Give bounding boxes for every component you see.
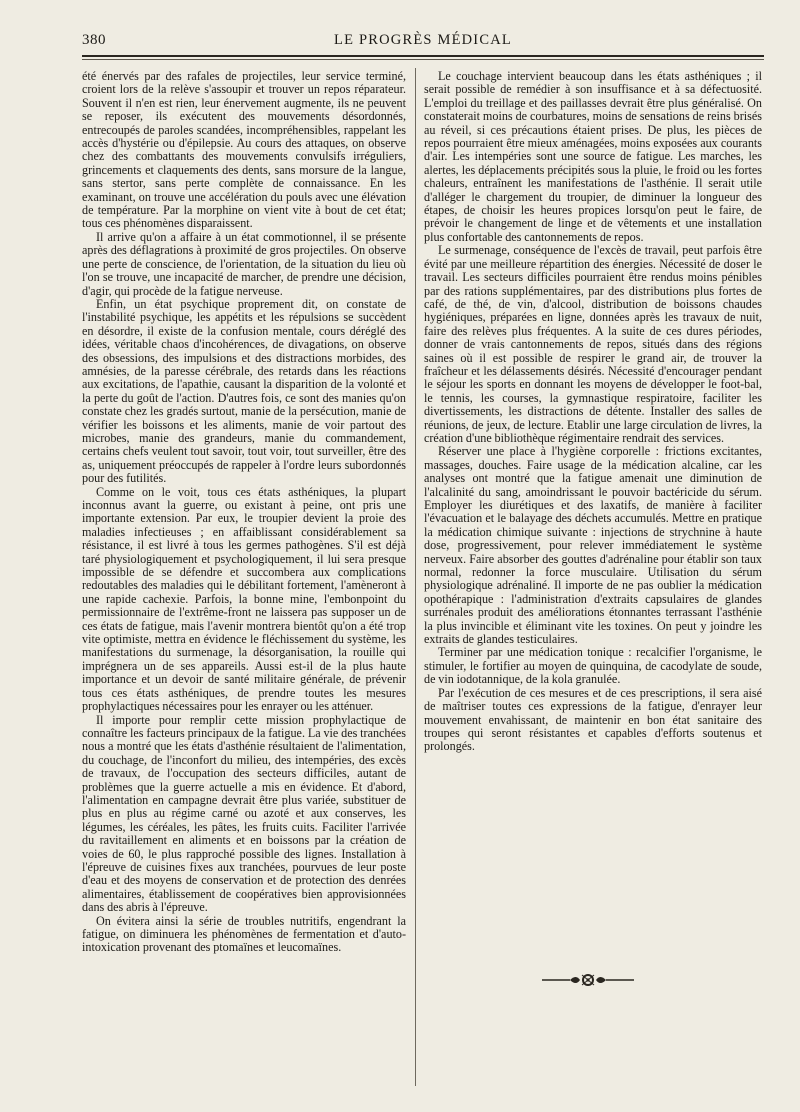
paragraph: Enfin, un état psychique proprement dit, on constate de l'instabilité psychique, les appétits et les répulsions se succèdent en désordre, il existe de la confusion mentale, cours déréglé des idées, véritable chaos d'incohérences, de divagations, on observe des obsessions, des impulsions et des distractions morbides, des amnésies, de la paresse cérébrale, des retards dans les réactions aux excitations, de l'apathie, causant la disparition de la volonté et la perte du goût de l'action. D'autres fois, ce sont des manies qu'on constate chez les gradés surtout, manie de la persécution, manie de vérifier les boissons et les aliments, manie de voir partout des microbes, manie des grandeurs, manie du commandement, certains chefs veulent tout savoir, tout voir, tout surveiller, être des as, uniquement préoccupés de rappeler à l'ordre leurs subordonnés pour des futilités. xyxy=(82,296,406,486)
column-divider xyxy=(415,68,416,1086)
paragraph: Le surmenage, conséquence de l'excès de travail, peut parfois être évité par une meilleure répartition des énergies. Nécessité de doser le travail. Les secteurs difficiles pourraient être rendus moins pénibles par des rations supplémentaires, par des distributions plus fortes de café, de thé, de vin, d'alcool, distribution de boissons chaudes hygiéniques, préparées en ligne, données après les travaux de nuit, faire des relèves plus fréquentes. A la suite de ces dures périodes, donner de vrais cantonnements de repos, situés dans des régions saines où il est possible de respirer le grand air, de trouver la fraîcheur et les délassements désirés. Nécessité d'encourager pendant le séjour les sports en donnant les moyens de développer le foot-bal, le tennis, les courses, la gymnastique respiratoire, faciliter les divertissements, les distractions de détente. Installer des salles de réunions, de jeux, de lecture. Etablir une large circulation de livres, la création d'une bibliothèque régimentaire rendrait des services. xyxy=(424,243,762,445)
paragraph: Il importe pour remplir cette mission prophylactique de connaître les facteurs principaux de la fatigue. La vie des tranchées nous a montré que les états d'asthénie résultaient de l'alimentation, du couchage, de l'inconfort du milieu, des intempéries, des excès de travaux, de l'occupation des secteurs difficiles, autant de problèmes que la guerre actuelle a mis en évidence. Et d'abord, l'alimentation en campagne devrait être plus variée, substituer de plus en plus au régime carné ou azoté et aux conserves, les légumes, les céréales, les pâtes, les fruits cuits. Faciliter l'arrivée du ravitaillement en aliments et en boissons par la création de voies de 60, le plus rapproché possible des lignes. Installation à l'épreuve de cuisines fixes aux tranchées, pourvues de leur poste d'eau et des moyens de conservation et de protection des denrées alimentaires, établissement de coopératives bien approvisionnées dans des abris à l'épreuve. xyxy=(82,712,406,915)
page-number: 380 xyxy=(82,32,106,48)
paragraph: été énervés par des rafales de projectiles, leur service terminé, croient lors de la relève s'assoupir et trouver un repos réparateur. Souvent il n'en est rien, leur énervement augmente, ils ne peuvent se reposer, ils exécutent des mouvements désordonnés, entrecoupés de paroles scandées, incompréhensibles, rappelant les accès d'hystérie ou d'épilepsie. Au cours des attaques, on observe chez des combattants des mouvements convulsifs irréguliers, grincements et claquements des dents, sans morsure de la langue, sans stertor, sans perte complète de connaissance. En les examinant, on trouve une accélération du pouls avec une élévation de température. Par la morphine on vient vite à bout de cet état; tous ces phénomènes disparaissent. xyxy=(82,69,406,231)
paragraph: Il arrive qu'on a affaire à un état commotionnel, il se présente après des déflagrations à proximité de gros projectiles. On observe une perte de conscience, de l'orientation, de la situation du lieu où l'on se trouve, une incapacité de marcher, de prendre une décision, d'agir, qui procède de la fatigue nerveuse. xyxy=(82,229,406,298)
paragraph: Par l'exécution de ces mesures et de ces prescriptions, il sera aisé de maîtriser toutes ces expressions de la fatigue, d'enrayer leur mouvement envahissant, de maintenir en bon état sanitaire des troupes qui seront résistantes et capables d'efforts soutenus et prolongés. xyxy=(424,685,762,754)
paragraph: Réserver une place à l'hygiène corporelle : frictions excitantes, massages, douches. Faire usage de la médication alcaline, car les analyses ont montré que la fatigue amenait une diminution de l'alcalinité du sang, amoindrissant le pouvoir bactéricide du sérum. Employer les diurétiques et des laxatifs, de manière à faciliter l'évacuation et le balayage des déchets accumulés. Mettre en pratique la médication chimique suivante : injections de strychnine à haute dose, progressivement, pour relever immédiatement le système nerveux. Faire absorber des gouttes d'adrénaline pour établir son taux normal, redonner la force musculaire. Utilisation du sérum physiologique adrénaliné. Il importe de ne pas oublier la médication opothérapique : l'administration d'extraits capsulaires de glandes surrénales produit des améliorations étonnantes terrassant l'asthénie la plus invincible et éliminant vite les toxines. On peut y joindre les extraits de glandes testiculaires. xyxy=(424,444,762,647)
paragraph: Le couchage intervient beaucoup dans les états asthéniques ; il serait possible de remédier à son insuffisance et à sa défectuosité. L'emploi du treillage et des paillasses devrait être plus généralisé. On constaterait moins de courbatures, moins de sensations de reins brisés au réveil, si ces précautions étaient prises. De plus, les pièces de repos pourraient être mieux aménagées, moins exposées aux courants d'air. Les intempéries sont une source de fatigue. Les marches, les alertes, les déplacements précipités sous la pluie, le froid ou les fortes chaleurs, entraînent les manifestations de l'asthénie. Il serait utile d'alléger le chargement du troupier, de diminuer la longueur des étapes, de choisir les heures propices lorsqu'on peut le faire, de prévoir le changement de linge et de vêtements et une installation plus confortable des cantonnements de repos. xyxy=(424,69,762,244)
right-column xyxy=(424,70,762,754)
fleuron-ornament-icon xyxy=(540,970,636,990)
page-header xyxy=(82,30,764,56)
paragraph: Comme on le voit, tous ces états asthéniques, la plupart inconnus avant la guerre, ou existant à peine, ont pris une importante extension. Par eux, le troupier devient la proie des maladies infectieuses ; en affaiblissant considérablement sa résistance, il est livré à tous les germes pathogènes. S'il est déjà taré physiologiquement et psychologiquement, il lui sera presque impossible de se défendre et succombera aux complications redoutables des maladies qui le débilitant fortement, l'amèneront à une rapide cachexie. Parfois, la bonne mine, l'embonpoint du permissionnaire de l'extrême-front ne laissera pas supposer un de ces états de fatigue, mais l'avenir montrera bientôt qu'on a été trop vite optimiste, mettra en évidence le fléchissement du système, les manifestations du surmenage, la désorganisation, la rouille qui imprégnera un de ses appareils. Aussi est-il de la plus haute importance et un devoir de santé militaire générale, de prévenir tous ces états asthéniques, de prendre toutes les mesures prophylactiques nécessaires pour les enrayer ou les atténuer. xyxy=(82,484,406,714)
header-rule xyxy=(82,55,764,57)
running-title: LE PROGRÈS MÉDICAL xyxy=(334,32,512,48)
paragraph: On évitera ainsi la série de troubles nutritifs, engendrant la fatigue, on diminuera les phénomènes de fermentation et d'auto-intoxication provenant des ptomaïnes et leucomaïnes. xyxy=(82,913,406,955)
paragraph: Terminer par une médication tonique : recalcifier l'organisme, le stimuler, le fortifier au moyen de quinquina, de cacodylate de soude, de vin iodotannique, de la kola granulée. xyxy=(424,645,762,687)
header-rule-thin xyxy=(82,59,764,60)
left-column xyxy=(82,70,406,955)
